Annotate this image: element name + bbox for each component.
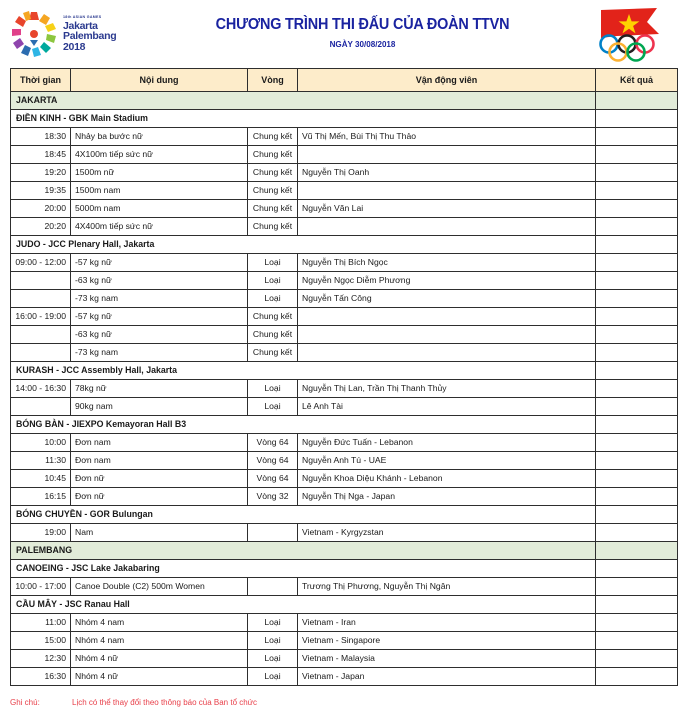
table-row — [11, 524, 678, 542]
cell-time: 18:30 — [11, 128, 71, 146]
venue-label: BÓNG CHUYỀN - GOR Bulungan — [11, 506, 596, 524]
cell-event: -73 kg nam — [71, 290, 248, 308]
cell-time: 10:45 — [11, 470, 71, 488]
column-header-round: Vòng — [248, 69, 298, 92]
cell-event: Đơn nữ — [71, 488, 248, 506]
cell-event: -63 kg nữ — [71, 326, 248, 344]
cell-athlete: Vietnam - Iran — [298, 614, 596, 632]
asian-games-city-jakarta: Jakarta — [63, 19, 98, 32]
cell-time: 09:00 - 12:00 — [11, 254, 71, 272]
result-cell — [596, 110, 678, 128]
cell-athlete: Nguyễn Ngọc Diễm Phương — [298, 272, 596, 290]
cell-athlete: Nguyễn Anh Tú - UAE — [298, 452, 596, 470]
city-label: PALEMBANG — [11, 542, 596, 560]
cell-time: 20:00 — [11, 200, 71, 218]
cell-time: 10:00 - 17:00 — [11, 578, 71, 596]
table-header — [11, 69, 678, 92]
table-row — [11, 452, 678, 470]
table-row — [11, 398, 678, 416]
cell-round — [248, 524, 298, 542]
cell-event: Đơn nam — [71, 452, 248, 470]
cell-time: 14:00 - 16:30 — [11, 380, 71, 398]
table-row — [11, 344, 678, 362]
cell-event: Nhóm 4 nam — [71, 632, 248, 650]
cell-athlete: Lê Anh Tài — [298, 398, 596, 416]
cell-result — [596, 488, 678, 506]
venue-label: KURASH - JCC Assembly Hall, Jakarta — [11, 362, 596, 380]
cell-round: Vòng 32 — [248, 488, 298, 506]
cell-round: Chung kết — [248, 200, 298, 218]
cell-result — [596, 668, 678, 686]
cell-athlete — [298, 308, 596, 326]
cell-athlete: Vietnam - Singapore — [298, 632, 596, 650]
cell-result — [596, 614, 678, 632]
cell-event: -57 kg nữ — [71, 254, 248, 272]
venue-section-row — [11, 110, 678, 128]
cell-athlete: Vũ Thị Mến, Bùi Thị Thu Thảo — [298, 128, 596, 146]
result-cell — [596, 92, 678, 110]
cell-athlete: Nguyễn Thị Nga - Japan — [298, 488, 596, 506]
cell-round: Chung kết — [248, 146, 298, 164]
cell-result — [596, 398, 678, 416]
table-row — [11, 308, 678, 326]
cell-time — [11, 290, 71, 308]
result-cell — [596, 416, 678, 434]
cell-event: 1500m nam — [71, 182, 248, 200]
cell-result — [596, 290, 678, 308]
cell-result — [596, 254, 678, 272]
cell-event: 90kg nam — [71, 398, 248, 416]
page-title: CHƯƠNG TRÌNH THI ĐẤU CỦA ĐOÀN TTVN — [215, 16, 510, 33]
cell-result — [596, 128, 678, 146]
cell-round: Chung kết — [248, 218, 298, 236]
result-cell — [596, 236, 678, 254]
cell-result — [596, 218, 678, 236]
table-row — [11, 146, 678, 164]
cell-time — [11, 398, 71, 416]
table-row — [11, 200, 678, 218]
result-cell — [596, 362, 678, 380]
cell-athlete: Nguyễn Khoa Diệu Khánh - Lebanon — [298, 470, 596, 488]
venue-section-row — [11, 362, 678, 380]
city-section-row — [11, 92, 678, 110]
cell-athlete — [298, 326, 596, 344]
cell-athlete: Vietnam - Japan — [298, 668, 596, 686]
cell-round: Chung kết — [248, 128, 298, 146]
cell-event: 1500m nữ — [71, 164, 248, 182]
table-row — [11, 326, 678, 344]
table-row — [11, 164, 678, 182]
table-row — [11, 632, 678, 650]
cell-round: Chung kết — [248, 164, 298, 182]
table-header-row — [11, 69, 678, 92]
venue-label: BÓNG BÀN - JIEXPO Kemayoran Hall B3 — [11, 416, 596, 434]
cell-athlete: Vietnam - Kyrgyzstan — [298, 524, 596, 542]
cell-round: Loại — [248, 254, 298, 272]
cell-result — [596, 182, 678, 200]
cell-round: Vòng 64 — [248, 434, 298, 452]
asian-games-2018-logo — [8, 6, 120, 62]
cell-round: Loại — [248, 614, 298, 632]
cell-event: -63 kg nữ — [71, 272, 248, 290]
cell-event: Nhóm 4 nam — [71, 614, 248, 632]
cell-event: 4X400m tiếp sức nữ — [71, 218, 248, 236]
cell-event: 5000m nam — [71, 200, 248, 218]
cell-event: Nhảy ba bước nữ — [71, 128, 248, 146]
footer-note-text: Lịch có thể thay đổi theo thông báo của Ban tổ chức — [72, 698, 258, 707]
cell-round: Loại — [248, 632, 298, 650]
cell-result — [596, 272, 678, 290]
cell-athlete — [298, 182, 596, 200]
cell-event: 78kg nữ — [71, 380, 248, 398]
cell-time: 16:30 — [11, 668, 71, 686]
city-label: JAKARTA — [11, 92, 596, 110]
asian-games-year: 2018 — [63, 40, 86, 53]
table-row — [11, 614, 678, 632]
cell-event: Canoe Double (C2) 500m Women — [71, 578, 248, 596]
cell-round: Vòng 64 — [248, 470, 298, 488]
title-block — [150, 16, 575, 49]
cell-event: Nhóm 4 nữ — [71, 668, 248, 686]
cell-athlete: Nguyễn Thị Bích Ngọc — [298, 254, 596, 272]
cell-result — [596, 650, 678, 668]
table-row — [11, 182, 678, 200]
vietnam-olympic-committee-logo — [587, 4, 675, 64]
cell-result — [596, 434, 678, 452]
asian-games-edition-label: 18th ASIAN GAMES — [63, 14, 102, 19]
cell-athlete: Nguyễn Thị Lan, Trần Thị Thanh Thủy — [298, 380, 596, 398]
cell-time: 16:00 - 19:00 — [11, 308, 71, 326]
cell-athlete: Vietnam - Malaysia — [298, 650, 596, 668]
column-header-event: Nội dung — [71, 69, 248, 92]
cell-athlete: Nguyễn Đức Tuấn - Lebanon — [298, 434, 596, 452]
asian-games-city-palembang: Palembang — [63, 30, 117, 43]
cell-athlete — [298, 218, 596, 236]
cell-round — [248, 578, 298, 596]
cell-result — [596, 470, 678, 488]
city-section-row — [11, 542, 678, 560]
result-cell — [596, 506, 678, 524]
column-header-time: Thời gian — [11, 69, 71, 92]
cell-round: Loại — [248, 398, 298, 416]
asian-games-wordmark — [63, 16, 116, 52]
cell-athlete — [298, 344, 596, 362]
cell-event: Đơn nữ — [71, 470, 248, 488]
cell-round: Loại — [248, 272, 298, 290]
cell-time: 19:00 — [11, 524, 71, 542]
table-row — [11, 254, 678, 272]
cell-result — [596, 200, 678, 218]
result-cell — [596, 596, 678, 614]
cell-athlete: Trương Thị Phương, Nguyễn Thị Ngân — [298, 578, 596, 596]
cell-round: Chung kết — [248, 326, 298, 344]
table-row — [11, 668, 678, 686]
table-row — [11, 290, 678, 308]
cell-event: Nam — [71, 524, 248, 542]
cell-event: 4X100m tiếp sức nữ — [71, 146, 248, 164]
table-row — [11, 380, 678, 398]
cell-event: Nhóm 4 nữ — [71, 650, 248, 668]
cell-time — [11, 272, 71, 290]
cell-time: 18:45 — [11, 146, 71, 164]
cell-athlete: Nguyễn Văn Lai — [298, 200, 596, 218]
cell-round: Vòng 64 — [248, 452, 298, 470]
cell-time: 10:00 — [11, 434, 71, 452]
cell-time — [11, 344, 71, 362]
cell-result — [596, 524, 678, 542]
table-row — [11, 488, 678, 506]
footer-note-label: Ghi chú: — [10, 698, 40, 707]
table-body — [11, 92, 678, 686]
cell-event: Đơn nam — [71, 434, 248, 452]
column-header-result: Kết quả — [596, 69, 678, 92]
cell-round: Loại — [248, 668, 298, 686]
table-row — [11, 650, 678, 668]
table-row — [11, 218, 678, 236]
cell-result — [596, 326, 678, 344]
table-row — [11, 434, 678, 452]
venue-label: CANOEING - JSC Lake Jakabaring — [11, 560, 596, 578]
table-row — [11, 470, 678, 488]
cell-result — [596, 452, 678, 470]
cell-round: Loại — [248, 380, 298, 398]
cell-athlete: Nguyễn Thị Oanh — [298, 164, 596, 182]
venue-label: ĐIỀN KINH - GBK Main Stadium — [11, 110, 596, 128]
cell-time — [11, 326, 71, 344]
cell-time: 12:30 — [11, 650, 71, 668]
cell-time: 11:00 — [11, 614, 71, 632]
venue-section-row — [11, 596, 678, 614]
cell-time: 16:15 — [11, 488, 71, 506]
footer-note — [10, 698, 685, 707]
cell-result — [596, 344, 678, 362]
cell-time: 15:00 — [11, 632, 71, 650]
result-cell — [596, 560, 678, 578]
cell-time: 11:30 — [11, 452, 71, 470]
venue-section-row — [11, 560, 678, 578]
cell-round: Chung kết — [248, 344, 298, 362]
cell-athlete: Nguyễn Tấn Công — [298, 290, 596, 308]
venue-section-row — [11, 416, 678, 434]
cell-time: 19:35 — [11, 182, 71, 200]
page-header — [0, 0, 685, 68]
cell-result — [596, 632, 678, 650]
cell-result — [596, 380, 678, 398]
result-cell — [596, 542, 678, 560]
cell-time: 20:20 — [11, 218, 71, 236]
competition-schedule-table — [10, 68, 678, 686]
table-row — [11, 272, 678, 290]
venue-label: CẦU MÂY - JSC Ranau Hall — [11, 596, 596, 614]
olympic-rings-icon — [601, 36, 654, 61]
table-row — [11, 128, 678, 146]
cell-athlete — [298, 146, 596, 164]
cell-result — [596, 164, 678, 182]
cell-time: 19:20 — [11, 164, 71, 182]
asian-games-emblem-icon — [8, 8, 60, 60]
venue-section-row — [11, 506, 678, 524]
cell-result — [596, 308, 678, 326]
column-header-athlete: Vận động viên — [298, 69, 596, 92]
table-row — [11, 578, 678, 596]
cell-round: Chung kết — [248, 182, 298, 200]
cell-event: -73 kg nam — [71, 344, 248, 362]
cell-result — [596, 146, 678, 164]
cell-event: -57 kg nữ — [71, 308, 248, 326]
cell-result — [596, 578, 678, 596]
cell-round: Chung kết — [248, 308, 298, 326]
cell-round: Loại — [248, 290, 298, 308]
venue-label: JUDO - JCC Plenary Hall, Jakarta — [11, 236, 596, 254]
cell-round: Loại — [248, 650, 298, 668]
venue-section-row — [11, 236, 678, 254]
page-subtitle-date: NGÀY 30/08/2018 — [329, 39, 396, 49]
